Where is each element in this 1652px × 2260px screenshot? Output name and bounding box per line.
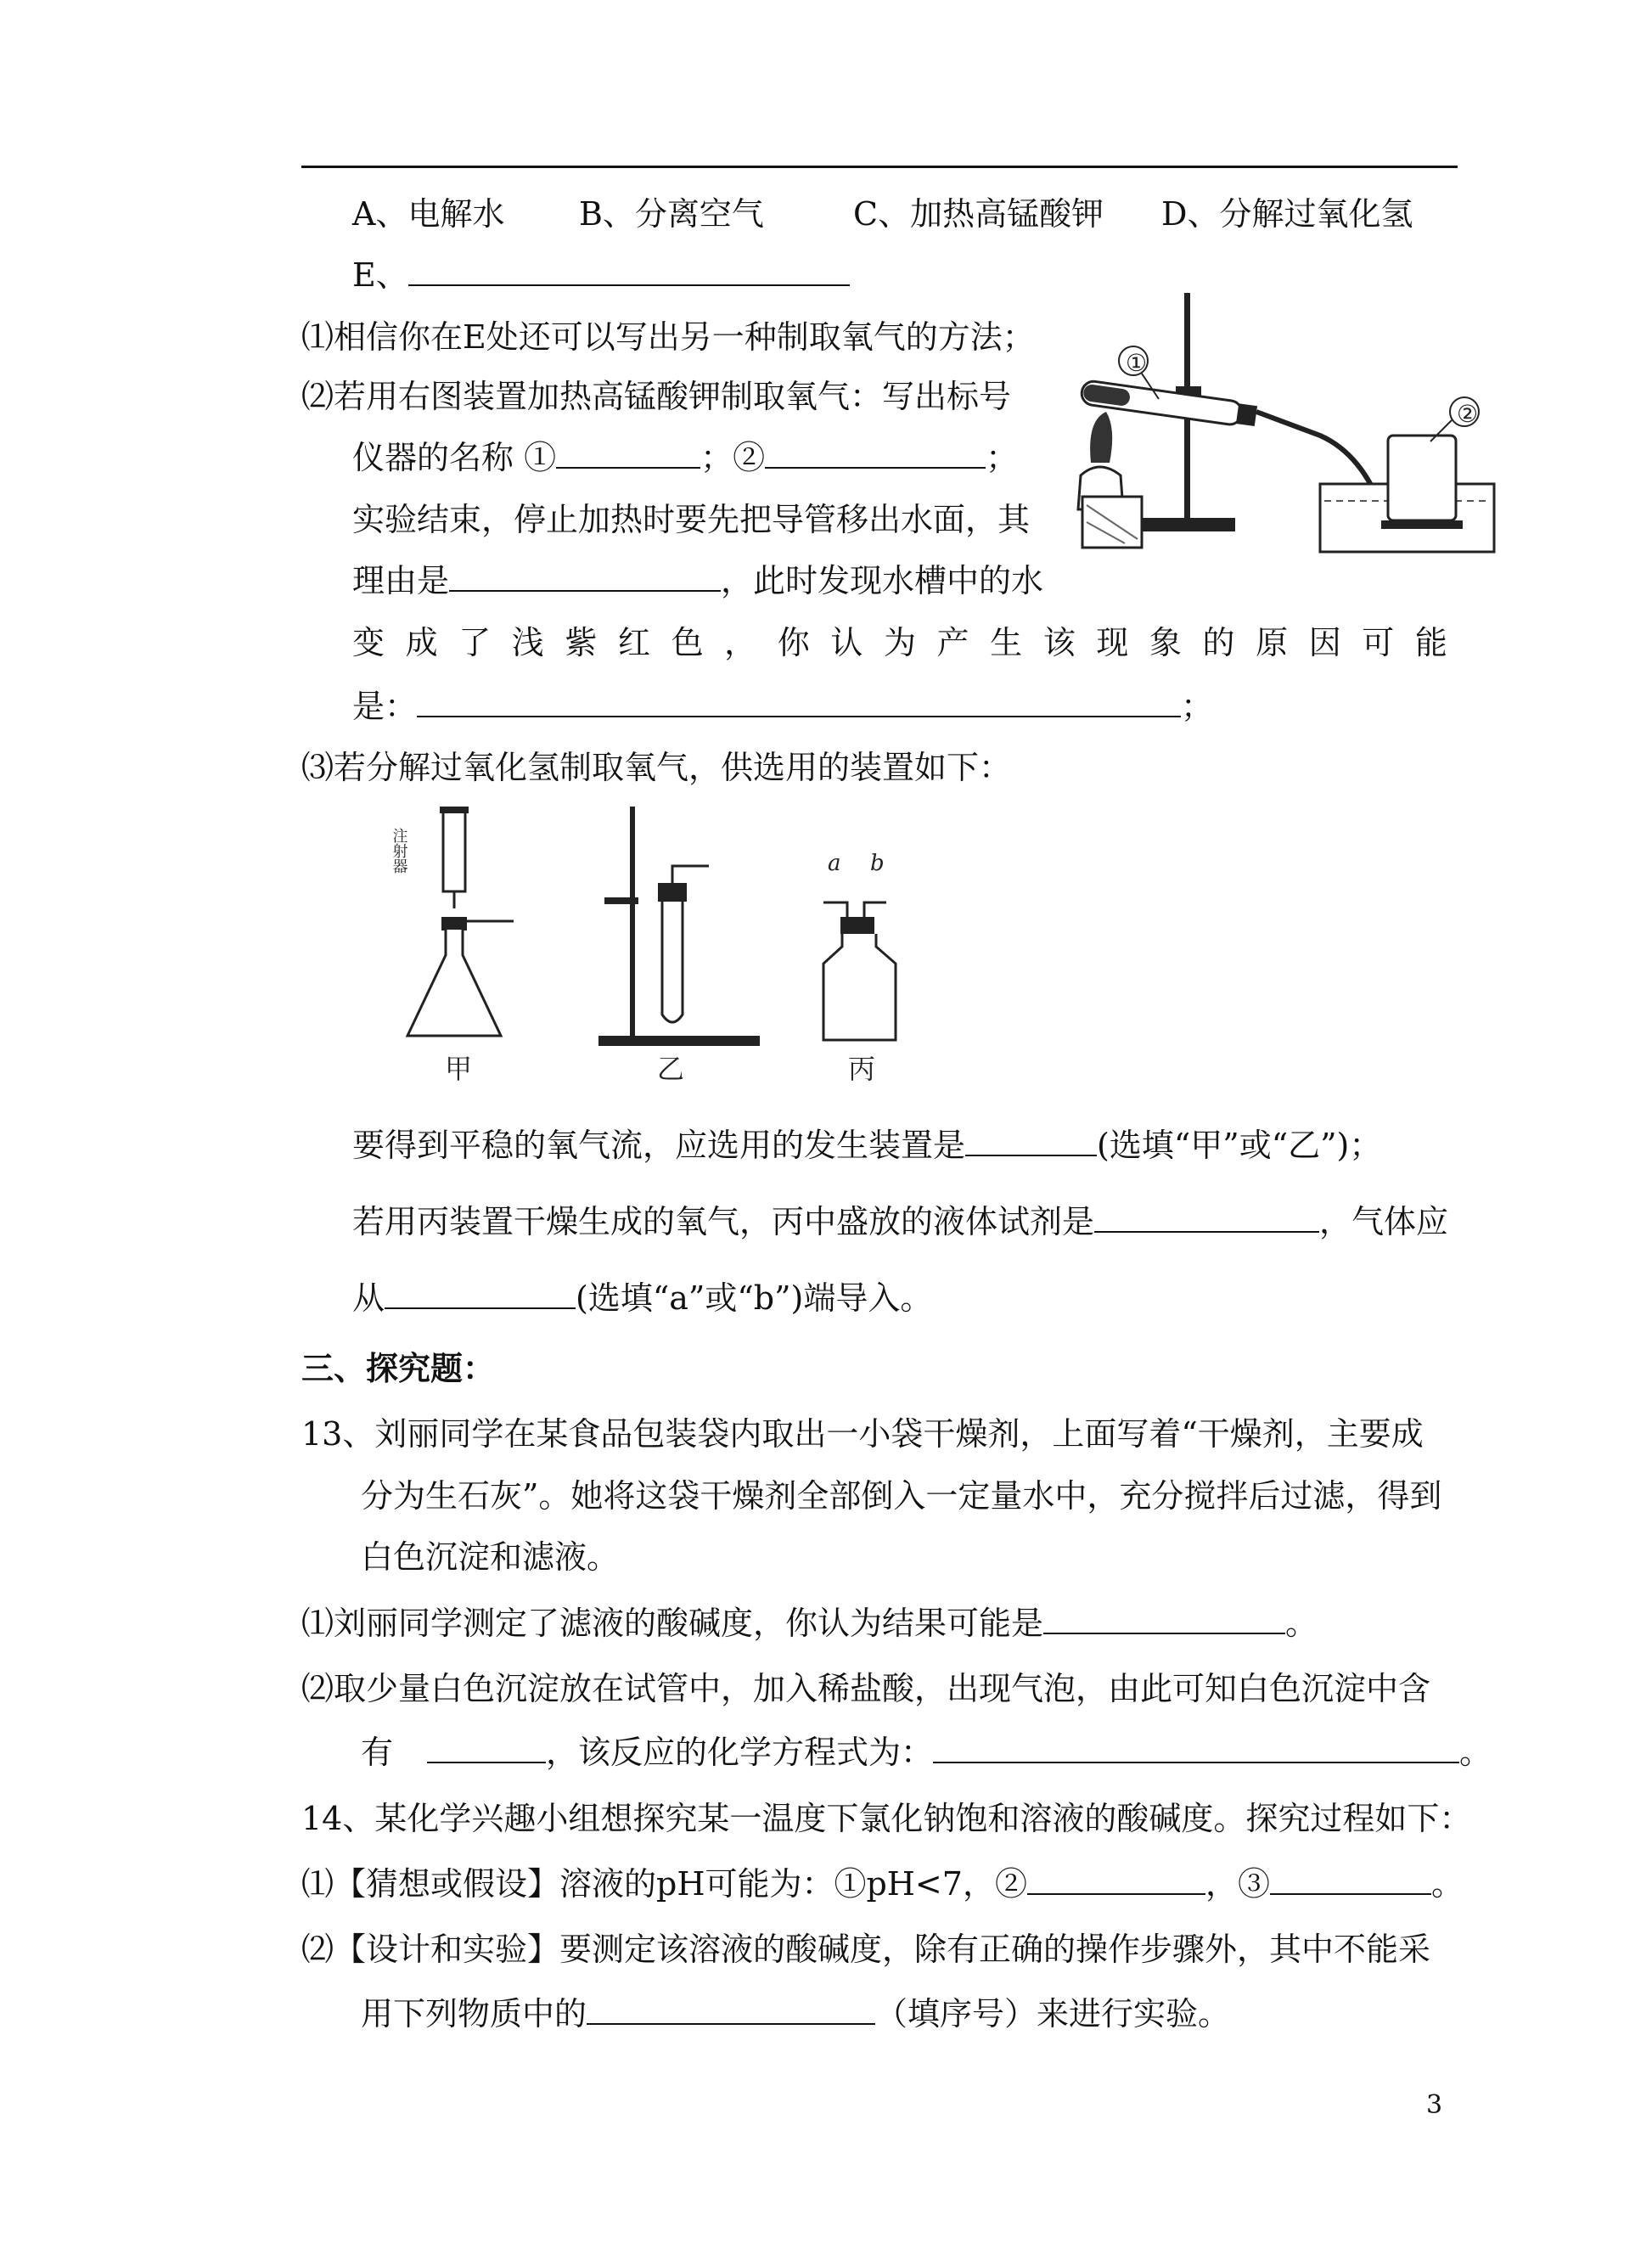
kmno4-apparatus-figure <box>1065 293 1498 556</box>
q2-line5: 变 成 了 浅 紫 红 色 ， 你 认 为 产 生 该 现 象 的 原 因 可 能 <box>352 624 1447 661</box>
label-1: ① <box>1126 349 1148 377</box>
caption-yi: 乙 <box>656 1053 685 1085</box>
blank-reagent <box>1094 1202 1319 1233</box>
q2-line1: ⑵若用右图装置加热高锰酸钾制取氧气：写出标号 <box>301 378 1012 415</box>
q3-line3: 从 (选填“a”或“b”)端导入。 <box>352 1279 933 1317</box>
option-c: C、加热高锰酸钾 <box>853 195 1104 233</box>
q13-sub2b: 有 ，该反应的化学方程式为： 。 <box>361 1734 1492 1771</box>
blank-device <box>965 1126 1097 1156</box>
blank-reason <box>449 561 721 592</box>
option-e-blank <box>408 256 850 286</box>
label-2: ② <box>1457 400 1479 428</box>
port-a: a <box>828 851 841 876</box>
blank-port <box>385 1279 576 1309</box>
q13-sub1: ⑴刘丽同学测定了滤液的酸碱度，你认为结果可能是 。 <box>301 1605 1318 1642</box>
q13-line1: 13、刘丽同学在某食品包装袋内取出一小袋干燥剂，上面写着“干燥剂，主要成 <box>301 1415 1424 1453</box>
q2-line4: 理由是 ，此时发现水槽中的水 <box>352 562 1044 599</box>
option-e: E、 <box>352 255 850 295</box>
blank-cause <box>417 687 1181 717</box>
blank-1 <box>556 438 700 469</box>
caption-jia: 甲 <box>444 1053 473 1085</box>
blank-equation <box>933 1733 1459 1763</box>
blank-2 <box>765 438 986 469</box>
q13-line2: 分为生石灰”。她将这袋干燥剂全部倒入一定量水中，充分搅拌后过滤，得到 <box>361 1477 1442 1515</box>
blank-ph-result <box>1043 1604 1285 1634</box>
port-b: b <box>870 851 885 876</box>
h2o2-apparatus-figure <box>390 802 925 1085</box>
option-b: B、分离空气 <box>579 195 764 233</box>
q14-sub2b: 用下列物质中的 （填序号）来进行实验。 <box>361 1995 1231 2032</box>
q14-sub2: ⑵【设计和实验】要测定该溶液的酸碱度，除有正确的操作步骤外，其中不能采 <box>301 1931 1431 1968</box>
q14-sub1: ⑴【猜想或假设】溶液的pH可能为：①pH<7，② ，③ 。 <box>301 1865 1464 1903</box>
q2-line6: 是： ； <box>352 688 1214 725</box>
caption-bing: 丙 <box>847 1053 876 1085</box>
q2-line2: 仪器的名称 ① ；② ； <box>352 439 1019 476</box>
section-title: 三、探究题： <box>301 1349 496 1387</box>
q13-line3: 白色沉淀和滤液。 <box>361 1538 620 1576</box>
page-number: 3 <box>1426 2090 1443 2120</box>
header-rule <box>301 166 1458 168</box>
syringe-label: 注射器 <box>390 828 408 874</box>
option-a: A、电解水 <box>352 195 505 233</box>
q13-sub2: ⑵取少量白色沉淀放在试管中，加入稀盐酸，出现气泡，由此可知白色沉淀中含 <box>301 1670 1431 1707</box>
q14-line1: 14、某化学兴趣小组想探究某一温度下氯化钠饱和溶液的酸碱度。探究过程如下： <box>301 1800 1472 1837</box>
q1-text: ⑴相信你在E处还可以写出另一种制取氧气的方法； <box>301 318 1035 356</box>
blank-precipitate <box>427 1733 546 1763</box>
option-d: D、分解过氧化氢 <box>1161 195 1413 233</box>
q3-line1: 要得到平稳的氧气流，应选用的发生装置是 (选填“甲”或“乙”)； <box>352 1127 1382 1164</box>
q2-line3: 实验结束，停止加热时要先把导管移出水面，其 <box>352 501 1031 538</box>
blank-ph-3 <box>1270 1864 1431 1895</box>
blank-substance <box>587 1994 875 2025</box>
q3-line2: 若用丙装置干燥生成的氧气，丙中盛放的液体试剂是 ，气体应 <box>352 1203 1449 1240</box>
q3-text: ⑶若分解过氧化氢制取氧气，供选用的装置如下： <box>301 749 1012 786</box>
blank-ph-2 <box>1027 1864 1205 1895</box>
